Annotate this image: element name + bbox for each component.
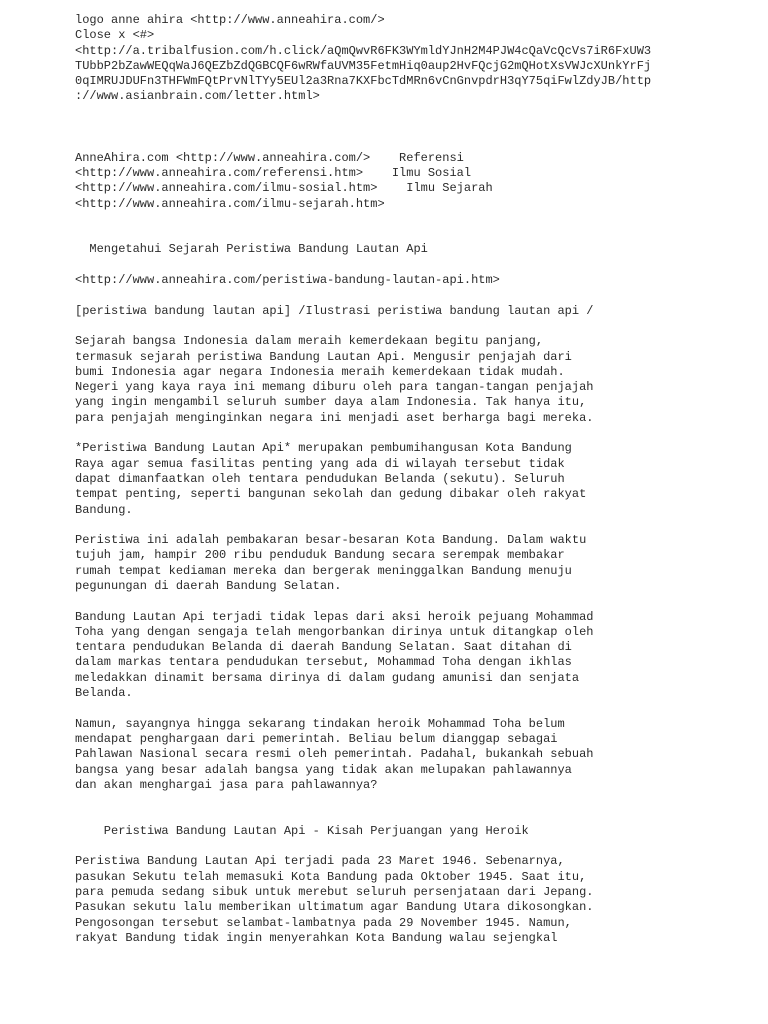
text-line: para penjajah menginginkan negara ini menjadi aset berharga bagi mereka. [75, 410, 594, 425]
text-line: Peristiwa Bandung Lautan Api terjadi pada 23 Maret 1946. Sebenarnya, [75, 854, 565, 869]
text-line: bangsa yang besar adalah bangsa yang tidak akan melupakan pahlawannya [75, 762, 572, 777]
ad-url-line[interactable]: TUbbP2bZawWEQqWaJ6QEZbZdQGBCQF6wRWfaUVM35FetmHiq0aup2HvFQcjG2mQHotXsVWJcXUnkYrFj [75, 58, 652, 73]
ad-url-line[interactable]: ://www.asianbrain.com/letter.html> [75, 89, 320, 104]
paragraph-5 [75, 717, 755, 793]
text-line: Bandung. [75, 502, 133, 517]
ad-url-line[interactable]: 0qIMRUJDUFn3THFWmFQtPrvNlTYy5EUl2a3Rna7KXFbcTdMRn6vCnGnvpdrH3qY75qiFwlZdyJB/http [75, 74, 652, 89]
text-line: Pahlawan Nasional secara resmi oleh pemerintah. Padahal, bukankah sebuah [75, 747, 594, 762]
text-line: *Peristiwa Bandung Lautan Api* merupakan pembumihangusan Kota Bandung [75, 441, 572, 456]
text-line: meledakkan dinamit bersama dirinya di dalam gudang amunisi dan senjata [75, 670, 580, 685]
paragraph-4 [75, 610, 755, 702]
text-line: rumah tempat kediaman mereka dan bergerak meninggalkan Bandung menuju [75, 563, 572, 578]
close-link[interactable]: Close x <#> [75, 28, 155, 43]
text-line: dalam markas tentara pendudukan tersebut, Mohammad Toha dengan ikhlas [75, 655, 572, 670]
text-line: Raya agar semua fasilitas penting yang ada di wilayah tersebut tidak [75, 456, 565, 471]
text-line: Bandung Lautan Api terjadi tidak lepas dari aksi heroik pejuang Mohammad [75, 609, 594, 624]
text-line: mendapat penghargaan dari pemerintah. Beliau belum dianggap sebagai [75, 731, 558, 746]
text-line: bumi Indonesia agar negara Indonesia meraih kemerdekaan tidak mudah. [75, 364, 565, 379]
paragraph-2 [75, 441, 755, 517]
paragraph-6 [75, 854, 755, 946]
text-line: termasuk sejarah peristiwa Bandung Lautan Api. Mengusir penjajah dari [75, 349, 572, 364]
text-line: dan akan menghargai jasa para pahlawannya? [75, 777, 378, 792]
section-subtitle: Peristiwa Bandung Lautan Api - Kisah Perjuangan yang Heroik [75, 823, 529, 838]
header-line[interactable]: logo anne ahira <http://www.anneahira.com/> [75, 13, 385, 27]
breadcrumb-line[interactable]: <http://www.anneahira.com/ilmu-sosial.htm> Ilmu Sejarah [75, 181, 493, 196]
text-line: Belanda. [75, 686, 133, 701]
text-line: Pasukan sekutu lalu memberikan ultimatum agar Bandung Utara dikosongkan. [75, 900, 594, 915]
header-block [75, 13, 755, 105]
text-line: Namun, sayangnya hingga sekarang tindakan heroik Mohammad Toha belum [75, 716, 565, 731]
text-line: Pengosongan tersebut selambat-lambatnya pada 29 November 1945. Namun, [75, 915, 572, 930]
image-caption: [peristiwa bandung lautan api] /Ilustrasi peristiwa bandung lautan api / [75, 303, 594, 318]
text-line: Negeri yang kaya raya ini memang diburu oleh para tangan-tangan penjajah [75, 380, 594, 395]
text-line: Sejarah bangsa Indonesia dalam meraih kemerdekaan begitu panjang, [75, 334, 544, 349]
paragraph-1 [75, 334, 755, 426]
breadcrumb-line[interactable]: <http://www.anneahira.com/ilmu-sejarah.htm> [75, 196, 385, 211]
ad-url-line[interactable]: <http://a.tribalfusion.com/h.click/aQmQwvR6FK3WYmldYJnH2M4PJW4cQaVcQcVs7iR6FxUW3 [75, 43, 652, 58]
breadcrumb-line[interactable]: AnneAhira.com <http://www.anneahira.com/> Referensi [75, 150, 464, 165]
document-page [75, 13, 755, 946]
title-url-link[interactable]: <http://www.anneahira.com/peristiwa-bandung-lautan-api.htm> [75, 273, 500, 288]
breadcrumb-line[interactable]: <http://www.anneahira.com/referensi.htm> Ilmu Sosial [75, 165, 472, 180]
paragraph-3 [75, 533, 755, 594]
breadcrumb [75, 151, 755, 212]
page-title: Mengetahui Sejarah Peristiwa Bandung Lautan Api [75, 242, 428, 257]
text-line: yang ingin mengambil seluruh sumber daya alam Indonesia. Tak hanya itu, [75, 395, 587, 410]
text-line: tempat penting, seperti bangunan sekolah dan gedung dibakar oleh rakyat [75, 487, 587, 502]
text-line: tentara pendudukan Belanda di daerah Bandung Selatan. Saat ditahan di [75, 640, 572, 655]
text-line: rakyat Bandung tidak ingin menyerahkan Kota Bandung walau sejengkal [75, 930, 558, 945]
text-line: pegunungan di daerah Bandung Selatan. [75, 578, 342, 593]
text-line: tujuh jam, hampir 200 ribu penduduk Bandung secara serempak membakar [75, 548, 565, 563]
text-line: Peristiwa ini adalah pembakaran besar-besaran Kota Bandung. Dalam waktu [75, 533, 587, 548]
text-line: pasukan Sekutu telah memasuki Kota Bandung pada Oktober 1945. Saat itu, [75, 869, 587, 884]
text-line: Toha yang dengan sengaja telah mengorbankan dirinya untuk ditangkap oleh [75, 624, 594, 639]
text-line: para pemuda sedang sibuk untuk merebut seluruh persenjataan dari Jepang. [75, 884, 594, 899]
text-line: dapat dimanfaatkan oleh tentara pendudukan Belanda (sekutu). Seluruh [75, 471, 565, 486]
